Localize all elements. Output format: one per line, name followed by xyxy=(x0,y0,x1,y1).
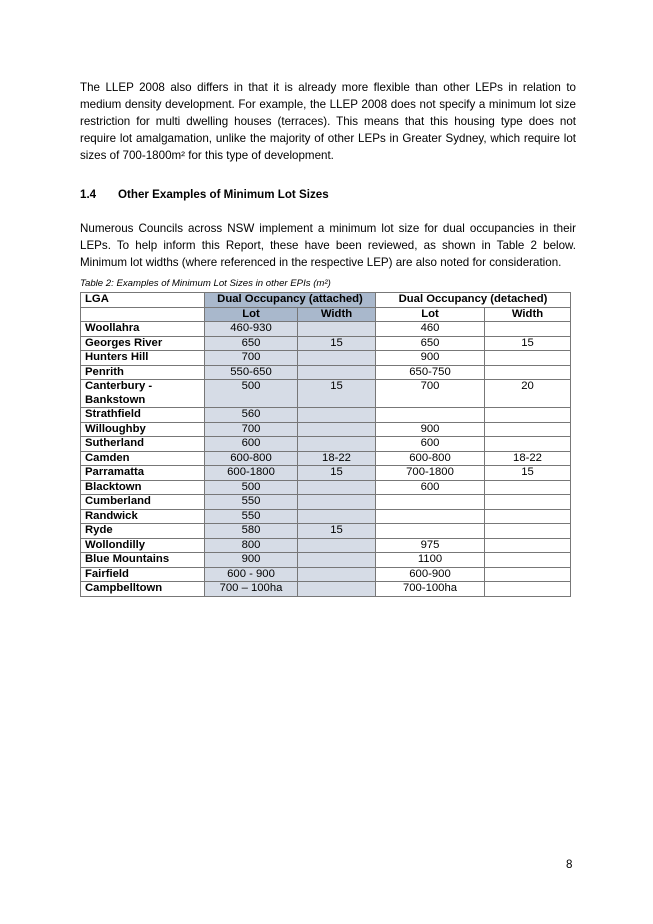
cell-attached-lot: 580 xyxy=(205,524,298,539)
table-row xyxy=(81,480,571,495)
table-row xyxy=(81,495,571,510)
cell-attached-width xyxy=(298,582,376,597)
cell-attached-lot: 650 xyxy=(205,336,298,351)
cell-detached-lot xyxy=(376,408,485,423)
cell-attached-lot: 550 xyxy=(205,495,298,510)
table-row xyxy=(81,322,571,337)
cell-lga: Campbelltown xyxy=(81,582,205,597)
cell-detached-width xyxy=(485,495,571,510)
cell-detached-width xyxy=(485,422,571,437)
table-row xyxy=(81,437,571,452)
cell-attached-width xyxy=(298,538,376,553)
cell-detached-lot: 650-750 xyxy=(376,365,485,380)
cell-lga: Blacktown xyxy=(81,480,205,495)
cell-attached-lot: 550-650 xyxy=(205,365,298,380)
cell-attached-width xyxy=(298,495,376,510)
paragraph-dual-occupancy: Numerous Councils across NSW implement a minimum lot size for dual occupancies in their LEPs. To help inform this Report, these have been reviewed, as shown in Table 2 below. Minimum lot widths (where referenced in the respective LEP) are also noted for consideration. xyxy=(80,222,576,269)
section-number: 1.4 xyxy=(80,188,97,201)
cell-attached-width xyxy=(298,365,376,380)
table-row xyxy=(81,466,571,481)
cell-detached-width xyxy=(485,509,571,524)
cell-lga: Blue Mountains xyxy=(81,553,205,568)
cell-attached-width xyxy=(298,422,376,437)
subheader-detached-width: Width xyxy=(485,307,571,322)
cell-attached-width: 15 xyxy=(298,524,376,539)
page-number: 8 xyxy=(566,858,573,871)
cell-attached-lot: 500 xyxy=(205,380,298,408)
cell-detached-lot: 975 xyxy=(376,538,485,553)
table-row xyxy=(81,336,571,351)
cell-detached-lot: 1100 xyxy=(376,553,485,568)
cell-detached-lot: 600-800 xyxy=(376,451,485,466)
table-row xyxy=(81,567,571,582)
cell-detached-lot: 460 xyxy=(376,322,485,337)
minimum-lot-sizes-table xyxy=(80,292,571,597)
cell-detached-width xyxy=(485,408,571,423)
header-dual-occupancy-detached: Dual Occupancy (detached) xyxy=(376,293,571,308)
cell-detached-lot: 700-100ha xyxy=(376,582,485,597)
cell-attached-lot: 560 xyxy=(205,408,298,423)
cell-detached-width xyxy=(485,538,571,553)
cell-attached-width xyxy=(298,437,376,452)
table-row xyxy=(81,422,571,437)
cell-attached-lot: 700 – 100ha xyxy=(205,582,298,597)
cell-detached-width xyxy=(485,437,571,452)
cell-attached-lot: 600-800 xyxy=(205,451,298,466)
cell-lga: Camden xyxy=(81,451,205,466)
cell-detached-lot: 700 xyxy=(376,380,485,408)
cell-attached-lot: 700 xyxy=(205,351,298,366)
cell-detached-lot: 600 xyxy=(376,480,485,495)
cell-detached-lot: 650 xyxy=(376,336,485,351)
cell-detached-width xyxy=(485,480,571,495)
cell-lga: Willoughby xyxy=(81,422,205,437)
table-row xyxy=(81,509,571,524)
cell-detached-width xyxy=(485,351,571,366)
cell-lga: Georges River xyxy=(81,336,205,351)
table-row xyxy=(81,451,571,466)
cell-lga: Ryde xyxy=(81,524,205,539)
cell-attached-width xyxy=(298,509,376,524)
subheader-empty xyxy=(81,307,205,322)
cell-attached-width: 15 xyxy=(298,336,376,351)
cell-detached-lot xyxy=(376,524,485,539)
table-row xyxy=(81,351,571,366)
cell-attached-lot: 600 - 900 xyxy=(205,567,298,582)
cell-detached-lot xyxy=(376,495,485,510)
subheader-attached-lot: Lot xyxy=(205,307,298,322)
cell-lga: Sutherland xyxy=(81,437,205,452)
cell-detached-width: 15 xyxy=(485,466,571,481)
header-lga: LGA xyxy=(81,293,205,308)
table-row xyxy=(81,582,571,597)
cell-detached-width: 15 xyxy=(485,336,571,351)
cell-attached-lot: 800 xyxy=(205,538,298,553)
cell-attached-width xyxy=(298,351,376,366)
cell-attached-width xyxy=(298,480,376,495)
table-row xyxy=(81,538,571,553)
cell-detached-lot: 900 xyxy=(376,351,485,366)
cell-detached-width xyxy=(485,524,571,539)
cell-attached-width xyxy=(298,322,376,337)
cell-detached-width xyxy=(485,365,571,380)
cell-detached-lot: 700-1800 xyxy=(376,466,485,481)
cell-lga: Strathfield xyxy=(81,408,205,423)
cell-detached-width: 20 xyxy=(485,380,571,408)
cell-attached-width xyxy=(298,567,376,582)
cell-attached-lot: 700 xyxy=(205,422,298,437)
cell-attached-width: 15 xyxy=(298,466,376,481)
cell-detached-width xyxy=(485,322,571,337)
cell-lga: Cumberland xyxy=(81,495,205,510)
cell-lga: Randwick xyxy=(81,509,205,524)
table-subheader-row xyxy=(81,307,571,322)
table-row xyxy=(81,524,571,539)
cell-detached-width xyxy=(485,582,571,597)
cell-attached-width: 18-22 xyxy=(298,451,376,466)
cell-detached-width xyxy=(485,553,571,568)
cell-lga: Wollondilly xyxy=(81,538,205,553)
paragraph-llep-flexibility: The LLEP 2008 also differs in that it is already more flexible than other LEPs in relation to medium density development. For example, the LLEP 2008 does not specify a minimum lot size restriction for multi dwelling houses (terraces). This means that this housing type does not require lot amalgamation, unlike the majority of other LEPs in Greater Sydney, which require lot sizes of 700-1800m² for this type of development. xyxy=(80,81,576,162)
subheader-detached-lot: Lot xyxy=(376,307,485,322)
table-header-row xyxy=(81,293,571,308)
cell-attached-lot: 600-1800 xyxy=(205,466,298,481)
table-row xyxy=(81,408,571,423)
cell-lga: Canterbury - Bankstown xyxy=(81,380,205,408)
cell-attached-lot: 900 xyxy=(205,553,298,568)
cell-detached-lot: 600-900 xyxy=(376,567,485,582)
cell-attached-lot: 600 xyxy=(205,437,298,452)
table-row xyxy=(81,553,571,568)
cell-lga: Parramatta xyxy=(81,466,205,481)
cell-attached-width xyxy=(298,553,376,568)
section-heading xyxy=(80,188,329,201)
cell-lga: Fairfield xyxy=(81,567,205,582)
table-caption: Table 2: Examples of Minimum Lot Sizes in other EPIs (m²) xyxy=(80,278,331,289)
cell-attached-lot: 500 xyxy=(205,480,298,495)
cell-attached-width xyxy=(298,408,376,423)
cell-attached-width: 15 xyxy=(298,380,376,408)
cell-detached-lot: 600 xyxy=(376,437,485,452)
cell-attached-lot: 550 xyxy=(205,509,298,524)
cell-detached-width xyxy=(485,567,571,582)
cell-detached-lot xyxy=(376,509,485,524)
cell-lga: Woollahra xyxy=(81,322,205,337)
cell-attached-lot: 460-930 xyxy=(205,322,298,337)
cell-detached-width: 18-22 xyxy=(485,451,571,466)
cell-detached-lot: 900 xyxy=(376,422,485,437)
cell-lga: Hunters Hill xyxy=(81,351,205,366)
subheader-attached-width: Width xyxy=(298,307,376,322)
table-row xyxy=(81,380,571,408)
section-title: Other Examples of Minimum Lot Sizes xyxy=(118,188,329,201)
cell-lga: Penrith xyxy=(81,365,205,380)
header-dual-occupancy-attached: Dual Occupancy (attached) xyxy=(205,293,376,308)
table-row xyxy=(81,365,571,380)
